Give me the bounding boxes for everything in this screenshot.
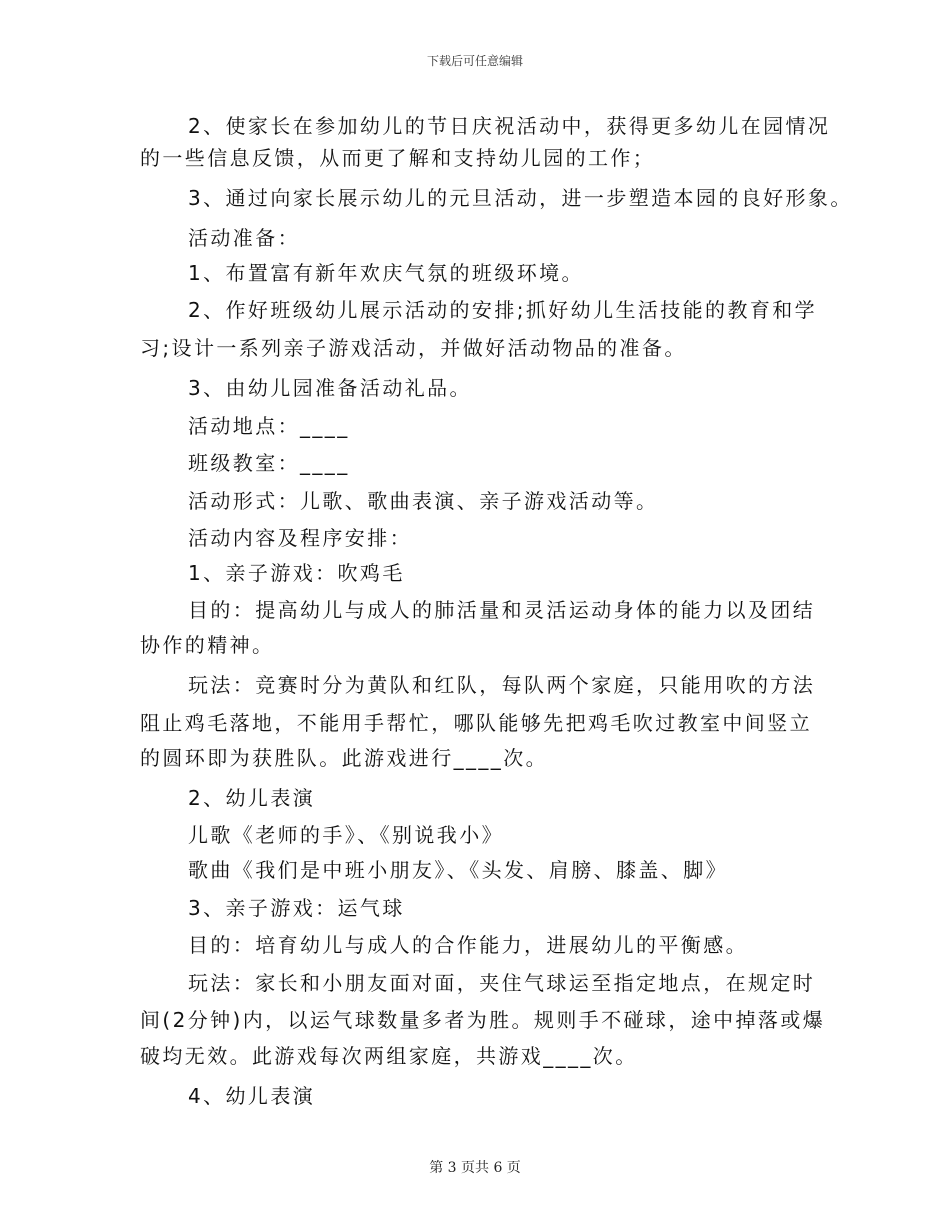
text-line: 2、作好班级幼儿展示活动的安排;抓好幼儿生活技能的教育和学 [188, 298, 818, 322]
text-line: 破均无效。此游戏每次两组家庭，共游戏____次。 [140, 1044, 638, 1068]
text-line: 儿歌《老师的手》、《别说我小》 [188, 823, 504, 847]
text-line: 活动形式：儿歌、歌曲表演、亲子游戏活动等。 [188, 489, 659, 513]
text-line: 阻止鸡毛落地，不能用手帮忙，哪队能够先把鸡毛吹过教室中间竖立 [140, 711, 812, 735]
text-line: 玩法：竞赛时分为黄队和红队，每队两个家庭，只能用吹的方法 [188, 673, 816, 697]
text-line: 的圆环即为获胜队。此游戏进行____次。 [140, 746, 548, 770]
text-line: 1、布置富有新年欢庆气氛的班级环境。 [188, 261, 584, 285]
text-line: 活动地点：____ [188, 414, 350, 438]
text-line: 2、幼儿表演 [188, 786, 316, 810]
text-line: 活动准备： [188, 226, 300, 250]
text-line: 3、亲子游戏：运气球 [188, 896, 405, 920]
text-line: 协作的精神。 [140, 633, 275, 657]
text-line: 间(2分钟)内，以运气球数量多者为胜。规则手不碰球，途中掉落或爆 [140, 1008, 826, 1032]
text-line: 歌曲《我们是中班小朋友》、《头发、肩膀、膝盖、脚》 [188, 858, 728, 882]
text-line: 2、使家长在参加幼儿的节日庆祝活动中，获得更多幼儿在园情况 [188, 114, 831, 138]
text-line: 习;设计一系列亲子游戏活动，并做好活动物品的准备。 [140, 336, 687, 360]
text-line: 4、幼儿表演 [188, 1084, 316, 1108]
text-line: 1、亲子游戏：吹鸡毛 [188, 561, 405, 585]
page-header: 下载后可任意编辑 [426, 54, 523, 68]
text-line: 3、由幼儿园准备活动礼品。 [188, 376, 472, 400]
text-line: 玩法：家长和小朋友面对面，夹住气球运至指定地点，在规定时 [188, 971, 816, 995]
text-line: 3、通过向家长展示幼儿的元旦活动，进一步塑造本园的良好形象。 [188, 186, 853, 210]
text-line: 班级教室：____ [188, 451, 350, 475]
page-footer: 第 3 页共 6 页 [429, 1160, 521, 1176]
text-line: 目的：提高幼儿与成人的肺活量和灵活运动身体的能力以及团结 [188, 598, 816, 622]
text-line: 的一些信息反馈，从而更了解和支持幼儿园的工作； [140, 146, 656, 170]
text-line: 活动内容及程序安排： [188, 526, 412, 550]
text-line: 目的：培育幼儿与成人的合作能力，进展幼儿的平衡感。 [188, 933, 748, 957]
